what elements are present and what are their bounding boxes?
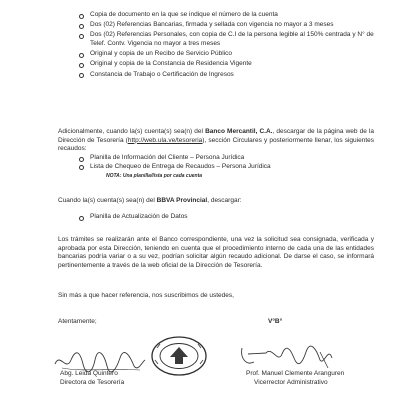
bank-name: BBVA Provincial: [156, 197, 208, 204]
signature-right: [236, 340, 336, 372]
bank-name: Banco Mercantil, C.A.: [205, 128, 273, 135]
list-item: Planilla de Información del Cliente – Persona Jurídica: [76, 154, 366, 163]
list-item: Original y copia de la Constancia de Residencia Vigente: [76, 60, 376, 69]
form-note: NOTA: Una planilla/lista por cada cuenta: [106, 172, 203, 179]
process-paragraph: Los trámites se realizarán ante el Banco correspondiente, una vez la solicitud sea consignada, verificada y aprobada por esta Dirección, teniendo en cuenta que el procedimiento interno de cada una de las entidades bancarias podría variar o a su vez, podrían solicitar algún recaudo adicional. De darse el caso, se informará pertinentemente a través de la web oficial de la Dirección de Tesorería.: [58, 236, 374, 269]
mercantil-forms-list: [76, 154, 366, 180]
list-item: Lista de Chequeo de Entrega de Recaudos – Persona Jurídica NOTA: Una planilla/lista por cada cuenta: [76, 163, 366, 181]
treasury-link[interactable]: http://web.ula.ve/tesoreria: [127, 136, 203, 144]
signer-right-role: Vicerrector Administrativo: [254, 379, 328, 386]
closing-line: Atentamente;: [58, 318, 97, 325]
signer-left-name: Abg. Leida Quintero: [60, 370, 118, 377]
farewell-line: Sin más a que hacer referencia, nos suscribimos de ustedes,: [58, 292, 234, 299]
mercantil-paragraph: Adicionalmente, cuando la(s) cuenta(s) sea(n) del Banco Mercantil, C.A., descargar de la página web de la Dirección de Tesorería (http://web.ula.ve/tesoreria), sección Circulares y posteriormente llenar, los siguientes recaudos:: [58, 128, 374, 153]
requirements-list: [76, 11, 376, 81]
list-item: Dos (02) Referencias Bancarias, firmada y sellada con vigencia no mayor a 3 meses: [76, 21, 376, 30]
signer-right-name: Prof. Manuel Clemente Aranguren: [246, 370, 345, 377]
list-item: Constancia de Trabajo o Certificación de Ingresos: [76, 71, 376, 80]
official-seal: [150, 335, 208, 377]
list-item: Planilla de Actualización de Datos: [76, 213, 366, 222]
signer-left-role: Directora de Tesorería: [60, 379, 125, 386]
bbva-forms-list: [76, 213, 366, 222]
bbva-paragraph: Cuando la(s) cuenta(s) sea(n) del BBVA Provincial, descargar:: [58, 197, 242, 204]
list-item: Dos (02) Referencias Personales, con copia de C.I de la persona legible al 150% centrada y N° de Telef. Contv. Vigencia no mayor a tres meses: [76, 31, 376, 48]
approval-mark: V°B°: [268, 318, 283, 325]
list-item: Original y copia de un Recibo de Servicio Público: [76, 50, 376, 59]
list-item: Copia de documento en la que se indique el número de la cuenta: [76, 11, 376, 20]
